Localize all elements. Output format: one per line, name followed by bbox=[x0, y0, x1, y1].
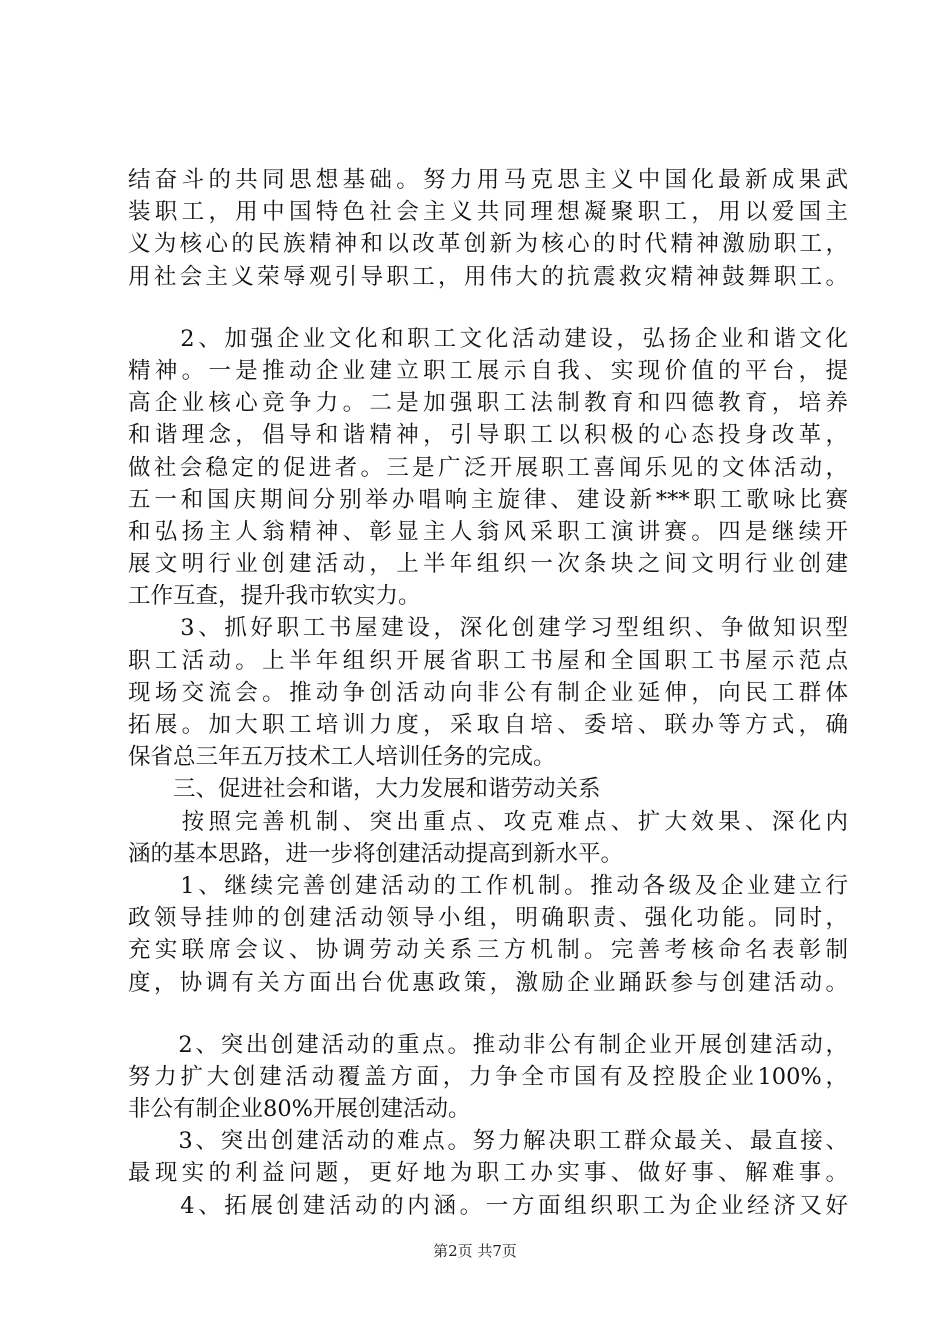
text-line: 非公有制企业80%开展创建活动。 bbox=[128, 1096, 471, 1123]
text-line: 最现实的利益问题，更好地为职工办实事、做好事、解难事。 bbox=[128, 1160, 848, 1187]
text-line: 和弘扬主人翁精神、彰显主人翁风采职工演讲赛。四是继续开 bbox=[128, 518, 848, 545]
text-line: 展文明行业创建活动，上半年组织一次条块之间文明行业创建 bbox=[128, 551, 848, 578]
text-line: 2、加强企业文化和职工文化活动建设，弘扬企业和谐文化 bbox=[128, 325, 848, 352]
paragraph-gap bbox=[128, 293, 848, 323]
text-line: 2、突出创建活动的重点。推动非公有制企业开展创建活动， bbox=[128, 1031, 848, 1058]
text-line: 涵的基本思路，进一步将创建活动提高到新水平。 bbox=[128, 840, 624, 867]
section-heading: 三、促进社会和谐，大力发展和谐劳动关系 bbox=[128, 776, 601, 803]
document-body bbox=[128, 164, 848, 1222]
text-line: 4、拓展创建活动的内涵。一方面组织职工为企业经济又好 bbox=[128, 1192, 848, 1219]
paragraph-gap bbox=[128, 999, 848, 1029]
text-line: 政领导挂帅的创建活动领导小组，明确职责、强化功能。同时， bbox=[128, 905, 848, 932]
text-line: 努力扩大创建活动覆盖方面，力争全市国有及控股企业100%， bbox=[128, 1063, 848, 1090]
text-line: 职工活动。上半年组织开展省职工书屋和全国职工书屋示范点 bbox=[128, 647, 848, 674]
text-line: 度，协调有关方面出台优惠政策，激励企业踊跃参与创建活动。 bbox=[128, 969, 848, 996]
text-line: 充实联席会议、协调劳动关系三方机制。完善考核命名表彰制 bbox=[128, 937, 848, 964]
text-line: 做社会稳定的促进者。三是广泛开展职工喜闻乐见的文体活动， bbox=[128, 454, 848, 481]
text-line: 现场交流会。推动争创活动向非公有制企业延伸，向民工群体 bbox=[128, 679, 848, 706]
text-line: 拓展。加大职工培训力度，采取自培、委培、联办等方式，确 bbox=[128, 712, 848, 738]
text-line: 工作互查，提升我市软实力。 bbox=[128, 583, 421, 610]
text-line: 3、突出创建活动的难点。努力解决职工群众最关、最直接、 bbox=[128, 1128, 848, 1155]
text-line: 保省总三年五万技术工人培训任务的完成。 bbox=[128, 744, 556, 771]
text-line: 精神。一是推动企业建立职工展示自我、实现价值的平台，提 bbox=[128, 357, 848, 384]
text-line: 按照完善机制、突出重点、攻克难点、扩大效果、深化内 bbox=[128, 808, 848, 835]
text-line: 高企业核心竞争力。二是加强职工法制教育和四德教育，培养 bbox=[128, 390, 848, 417]
text-line: 1、继续完善创建活动的工作机制。推动各级及企业建立行 bbox=[128, 872, 848, 899]
page-number-footer: 第2页 共7页 bbox=[433, 1242, 517, 1260]
text-line: 结奋斗的共同思想基础。努力用马克思主义中国化最新成果武 bbox=[128, 167, 848, 193]
text-line: 用社会主义荣辱观引导职工，用伟大的抗震救灾精神鼓舞职工。 bbox=[128, 263, 848, 290]
text-line: 五一和国庆期间分别举办唱响主旋律、建设新***职工歌咏比赛 bbox=[128, 486, 848, 513]
text-line: 和谐理念，倡导和谐精神，引导职工以积极的心态投身改革， bbox=[128, 422, 848, 449]
text-line: 装职工，用中国特色社会主义共同理想凝聚职工，用以爱国主 bbox=[128, 199, 848, 226]
text-line: 3、抓好职工书屋建设，深化创建学习型组织、争做知识型 bbox=[128, 615, 848, 642]
text-line: 义为核心的民族精神和以改革创新为核心的时代精神激励职工， bbox=[128, 231, 848, 258]
